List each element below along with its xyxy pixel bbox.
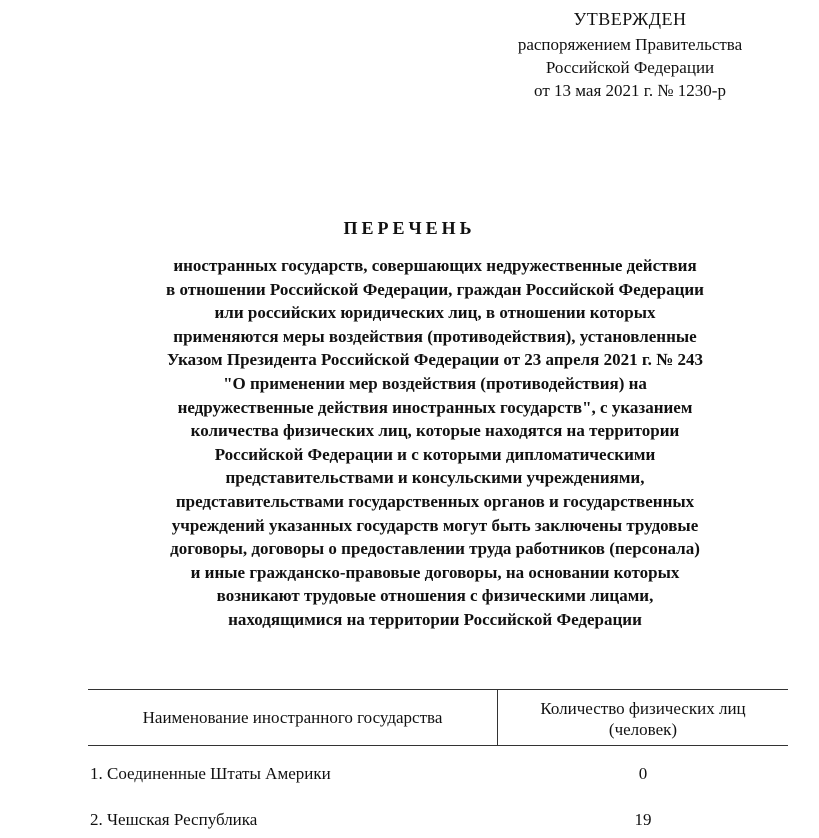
person-count: 0 xyxy=(638,764,648,783)
approval-title: УТВЕРЖДЕН xyxy=(573,9,687,29)
approval-line-1: распоряжением Правительства xyxy=(517,35,743,54)
subtitle-line: Российской Федерации и с которыми дипломатическими xyxy=(214,444,656,464)
table-row xyxy=(88,746,788,792)
approval-line-2: Российской Федерации xyxy=(545,58,715,77)
subtitle-line: учреждений указанных государств могут быть заключены трудовые xyxy=(171,515,699,535)
country-name: 1. Соединенные Штаты Америки xyxy=(90,764,331,783)
subtitle-line: "О применении мер воздействия (противодействия) на xyxy=(223,373,647,393)
subtitle-line: количества физических лиц, которые находятся на территории xyxy=(190,421,680,441)
table-header xyxy=(88,689,788,746)
header-country: Наименование иностранного государства xyxy=(88,690,498,745)
subtitle-line: представительствами государственных органов и государственных xyxy=(175,491,695,511)
approval-block xyxy=(480,8,780,102)
header-count-line-2: (человек) xyxy=(608,719,678,739)
subtitle-line: договоры, договоры о предоставлении труда работников (персонала) xyxy=(170,539,700,559)
subtitle-line: недружественные действия иностранных государств", с указанием xyxy=(177,397,693,417)
subtitle-line: и иные гражданско-правовые договоры, на основании которых xyxy=(190,562,680,582)
subtitle-line: в отношении Российской Федерации, граждан Российской Федерации xyxy=(166,279,704,299)
subtitle-line: возникают трудовые отношения с физическими лицами, xyxy=(216,586,654,606)
subtitle-line: представительствами и консульскими учреждениями, xyxy=(225,468,645,488)
document-title: ПЕРЕЧЕНЬ xyxy=(343,218,476,238)
person-count: 19 xyxy=(634,810,652,829)
approval-line-3: от 13 мая 2021 г. № 1230-р xyxy=(534,81,726,100)
subtitle-line: Указом Президента Российской Федерации от 23 апреля 2021 г. № 243 xyxy=(167,350,703,370)
header-count xyxy=(498,690,788,745)
document-subtitle xyxy=(90,254,780,632)
country-name: 2. Чешская Республика xyxy=(90,810,258,829)
subtitle-line: находящимися на территории Российской Федерации xyxy=(228,609,642,629)
subtitle-line: или российских юридических лиц, в отношении которых xyxy=(214,303,656,323)
header-count-line-1: Количество физических лиц xyxy=(540,698,746,718)
subtitle-line: применяются меры воздействия (противодействия), установленные xyxy=(173,326,697,346)
countries-table xyxy=(88,689,788,838)
subtitle-line: иностранных государств, совершающих недружественные действия xyxy=(173,256,697,275)
table-row xyxy=(88,792,788,838)
